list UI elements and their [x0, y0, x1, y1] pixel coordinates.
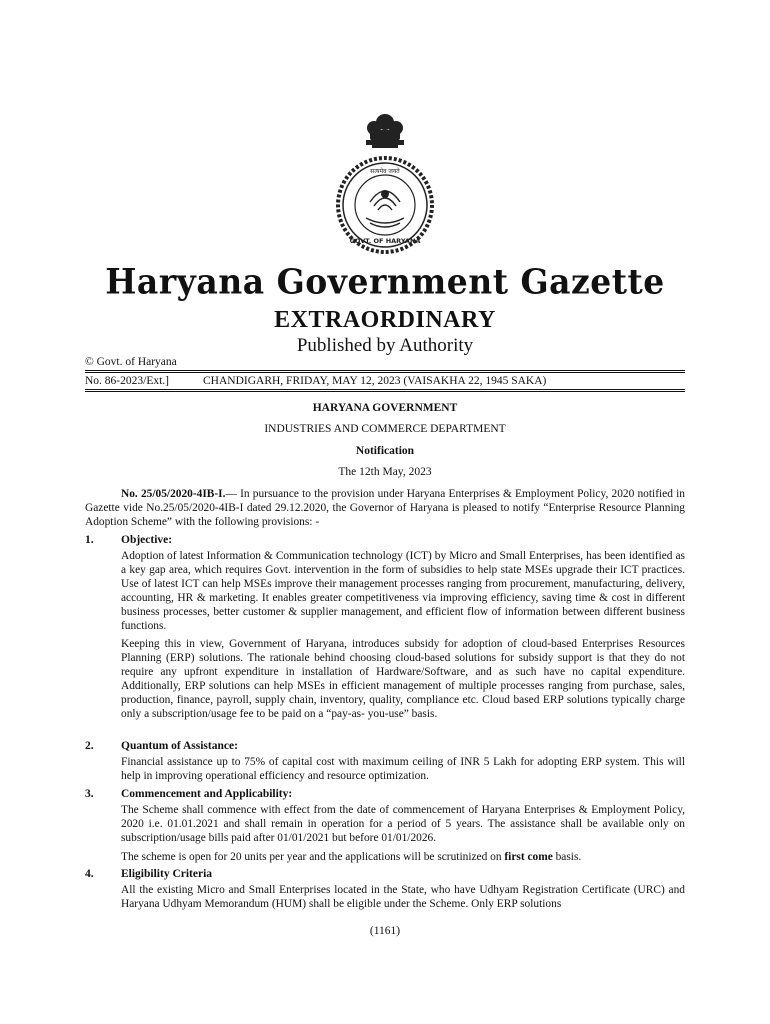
copyright-line: © Govt. of Haryana: [85, 356, 177, 368]
emblem-text-top: सत्यमेव जयते: [370, 168, 400, 175]
notification-heading: Notification: [355, 445, 415, 457]
section-1-paragraph-1: Adoption of latest Information & Communication technology (ICT) by Micro and Small Enterprises, has been identified as a key gap area, which requires Govt. intervention in the form of subsidies to help state MSEs upgrade their ICT practices. Use of latest ICT can help MSEs improve their management processes ranging from procurement, manufacturing, delivery, accounting, HR & marketing. It enables greater competitiveness via improving efficiency, saving time & cost in different business processes, better customer & supplier management, and efficient flow of information between different business functions.: [121, 550, 685, 632]
section-2-number: 2.: [85, 740, 94, 752]
section-4-number: 4.: [85, 868, 94, 880]
issue-number: No. 86-2023/Ext.]: [85, 375, 170, 387]
section-3-number: 3.: [85, 788, 94, 800]
government-heading: HARYANA GOVERNMENT: [312, 402, 458, 414]
notification-date: The 12th May, 2023: [338, 466, 432, 478]
section-1-number: 1.: [85, 534, 94, 546]
section-1-paragraph-2: Keeping this in view, Government of Haryana, introduces subsidy for adoption of cloud-based Enterprises Resources Planning (ERP) solutions. The rationale behind choosing cloud-based solutions for subsidy support is that they do not require any upfront expenditure in installation of Hardware/Software, and as such have no capital expenditure. Additionally, ERP solutions can help MSEs in efficient management of multiple processes ranging from purchase, sales, production, finance, payroll, supply chain, inventory, quality, compliance etc. Cloud based ERP solutions typically charge only a subscription/usage fee to be paid on a “pay-as- you-use” basis.: [121, 638, 685, 720]
section-2-heading: Quantum of Assistance:: [121, 740, 238, 752]
section-3-heading: Commencement and Applicability:: [121, 788, 293, 800]
intro-text: — In pursuance to the provision under Haryana Enterprises & Employment Policy, 2020 notified in Gazette vide No.25/05/2020-4IB-I dated 29.12.2020, the Governor of Haryana is pleased to notify “Enterprise Resource Planning Adoption Scheme” with the following provisions: -: [85, 488, 685, 528]
divider-top-double: [85, 372, 685, 373]
dateline: CHANDIGARH, FRIDAY, MAY 12, 2023 (VAISAKHA 22, 1945 SAKA): [203, 375, 547, 387]
first-come-bold: first come: [504, 851, 553, 863]
emblem-text-bottom: GOVT. OF HARYANA: [349, 237, 421, 245]
divider-top: [85, 370, 685, 371]
intro-paragraph: [85, 488, 685, 530]
section-3-p2-tail: basis.: [552, 851, 582, 863]
section-1-heading: Objective:: [121, 534, 173, 546]
section-3-paragraph-1: The Scheme shall commence with effect from the date of commencement of Haryana Enterprises & Employment Policy, 2020 i.e. 01.01.2021 and shall remain in operation for a period of 5 years. The assistance shall be available only on subscription/usage bills paid after 01/01/2021 but before 01/01/2026.: [121, 804, 685, 844]
section-4-paragraph-1: All the existing Micro and Small Enterprises located in the State, who have Udhyam Registration Certificate (URC) and Haryana Udhyam Memorandum (HUM) shall be eligible under the Scheme. Only ERP solutions: [121, 884, 685, 910]
notification-ref: No. 25/05/2020-4IB-I.: [121, 488, 226, 500]
authority-line: Published by Authority: [296, 335, 474, 356]
haryana-emblem-icon: [330, 110, 440, 255]
section-2-paragraph-1: Financial assistance up to 75% of capital cost with maximum ceiling of INR 5 Lakh for adopting ERP system. This will help in improving operational efficiency and resource optimization.: [121, 756, 685, 782]
divider-bottom: [85, 389, 685, 390]
department-heading: INDUSTRIES AND COMMERCE DEPARTMENT: [264, 423, 506, 435]
section-4-heading: Eligibility Criteria: [121, 868, 213, 880]
page-number: (1161): [369, 925, 401, 937]
extraordinary-label: EXTRAORDINARY: [274, 307, 496, 333]
section-3-paragraph-2: [121, 851, 685, 865]
section-3-p2-text: The scheme is open for 20 units per year and the applications will be scrutinized on: [121, 851, 505, 863]
divider-bottom-double: [85, 391, 685, 392]
gazette-title: Haryana Government Gazette: [105, 261, 665, 302]
